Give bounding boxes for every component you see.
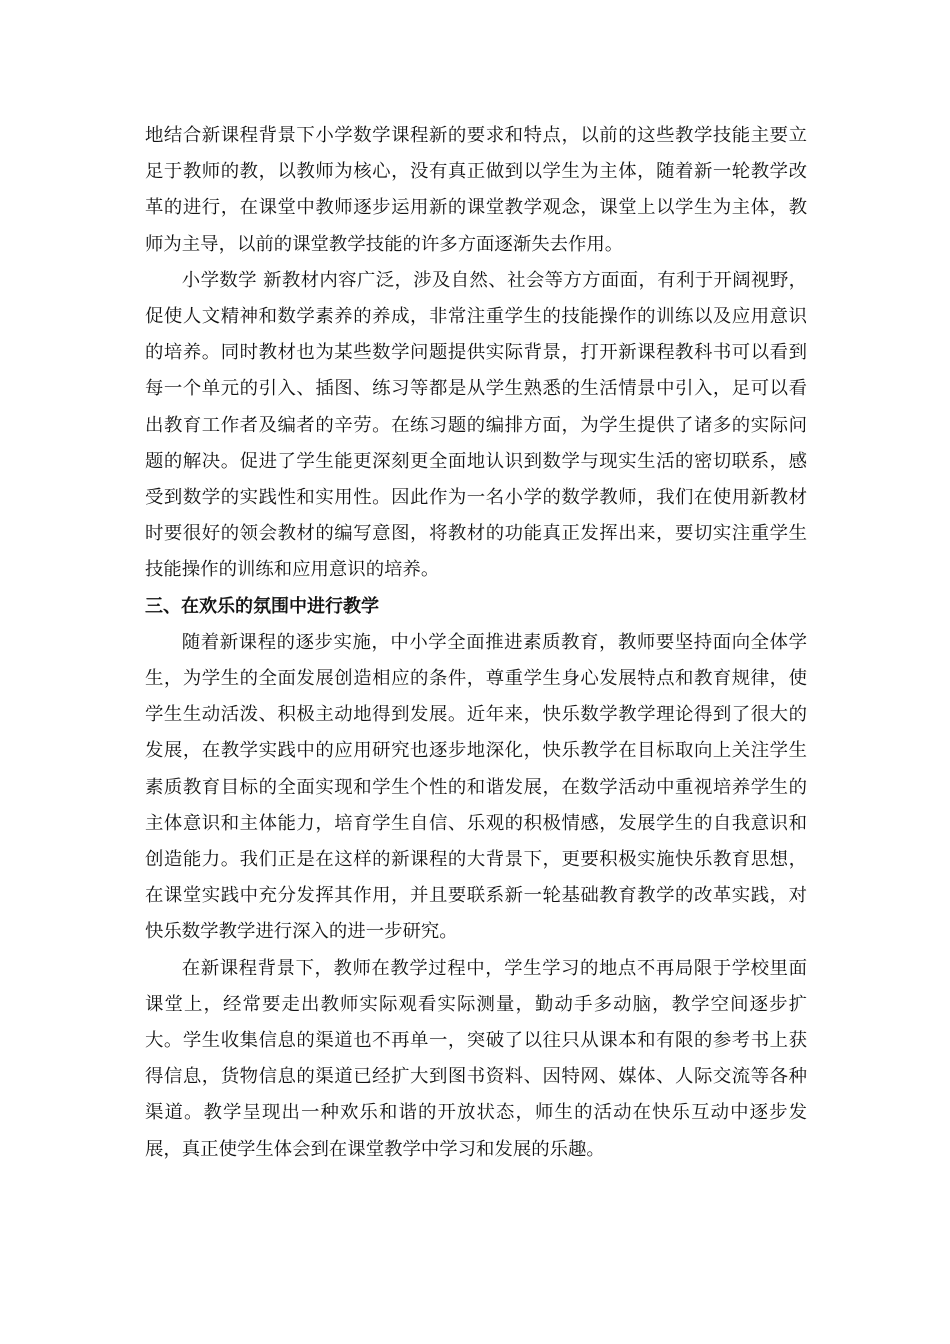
paragraph-new-textbook: 小学数学 新教材内容广泛，涉及自然、社会等方方面面，有利于开阔视野，促使人文精神和数学素养的养成，非常注重学生的技能操作的训练以及应用意识的培养。同时教材也为某些数学问题提供实际背景，打开新课程教科书可以看到每一个单元的引入、插图、练习等都是从学生熟悉的生活情景中引入，足可以看出教育工作者及编者的辛劳。在练习题的编排方面，为学生提供了诸多的实际问题的解决。促进了学生能更深刻更全面地认识到数学与现实生活的密切联系，感受到数学的实践性和实用性。因此作为一名小学的数学教师，我们在使用新教材时要很好的领会教材的编写意图，将教材的功能真正发挥出来，要切实注重学生技能操作的训练和应用意识的培养。: [145, 269, 807, 581]
section-heading: 三、在欢乐的氛围中进行教学: [145, 595, 379, 617]
paragraph-happy-teaching: 随着新课程的逐步实施，中小学全面推进素质教育，教师要坚持面向全体学生，为学生的全面发展创造相应的条件，尊重学生身心发展特点和教育规律，使学生生动活泼、积极主动地得到发展。近年来，快乐数学教学理论得到了很大的发展，在教学实践中的应用研究也逐步地深化，快乐教学在目标取向上关注学生素质教育目标的全面实现和学生个性的和谐发展，在数学活动中重视培养学生的主体意识和主体能力，培育学生自信、乐观的积极情感，发展学生的自我意识和创造能力。我们正是在这样的新课程的大背景下，更要积极实施快乐教育思想，在课堂实践中充分发挥其作用，并且要联系新一轮基础教育教学的改革实践，对快乐数学教学进行深入的进一步研究。: [145, 631, 807, 943]
document-page: [145, 118, 807, 1168]
paragraph-continued: 地结合新课程背景下小学数学课程新的要求和特点，以前的这些教学技能主要立足于教师的教，以教师为核心，没有真正做到以学生为主体，随着新一轮教学改革的进行，在课堂中教师逐步运用新的课堂教学观念，课堂上以学生为主体，教师为主导，以前的课堂教学技能的许多方面逐渐失去作用。: [145, 125, 807, 255]
paragraph-new-curriculum: 在新课程背景下，教师在教学过程中，学生学习的地点不再局限于学校里面课堂上，经常要走出教师实际观看实际测量，勤动手多动脑，教学空间逐步扩大。学生收集信息的渠道也不再单一，突破了以往只从课本和有限的参考书上获得信息，货物信息的渠道已经扩大到图书资料、因特网、媒体、人际交流等各种渠道。教学呈现出一种欢乐和谐的开放状态，师生的活动在快乐互动中逐步发展，真正使学生体会到在课堂教学中学习和发展的乐趣。: [145, 957, 807, 1160]
